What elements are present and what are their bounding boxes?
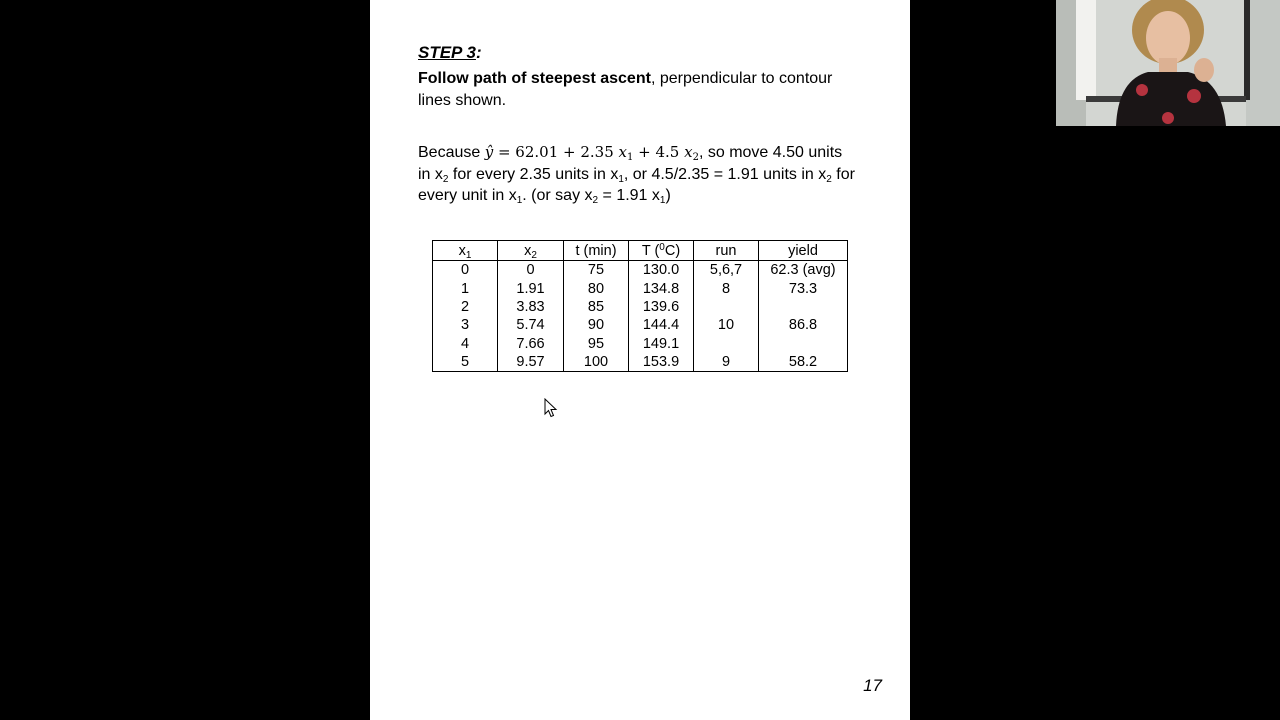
header-t: t (min) (564, 241, 629, 261)
header-run: run (694, 241, 759, 261)
table-row (433, 353, 848, 372)
eq-part2: + 4.5 (633, 143, 685, 161)
page-number: 17 (863, 676, 882, 695)
cell: 153.9 (629, 353, 694, 372)
because-text-6: = 1.91 x (598, 187, 660, 204)
cell: 1.91 (498, 279, 564, 297)
header-T-sup: 0 (659, 241, 665, 253)
cell (759, 298, 848, 316)
sub-1b: 1 (516, 195, 523, 206)
step-heading (418, 43, 482, 63)
because-text-3: , or 4.5/2.35 = 1.91 units in x (623, 165, 827, 183)
eq-x2-sub: 2 (692, 152, 699, 163)
cell: 149.1 (629, 335, 694, 353)
eq-x2: x (684, 143, 693, 161)
mouse-pointer-icon (544, 398, 558, 418)
header-T-post: C) (664, 242, 681, 259)
cell: 86.8 (759, 316, 848, 334)
cell: 62.3 (avg) (759, 261, 848, 280)
intro-paragraph (418, 68, 858, 111)
cell: 58.2 (759, 353, 848, 372)
cell: 2 (433, 298, 498, 316)
table-row (433, 298, 848, 316)
header-T-pre: T ( (641, 242, 660, 259)
because-text-5: . (or say x (522, 187, 593, 204)
presenter-webcam (1056, 0, 1280, 126)
cell: 3.83 (498, 298, 564, 316)
cell (694, 298, 759, 316)
intro-rest: , perpendicular to contour lines shown. (418, 70, 833, 109)
cell: 0 (433, 261, 498, 280)
table-row (433, 335, 848, 353)
intro-bold: Follow path of steepest ascent (418, 70, 651, 87)
cell: 130.0 (629, 261, 694, 280)
cell: 73.3 (759, 279, 848, 297)
header-x2-sub: 2 (531, 249, 537, 261)
header-x2-base: x (524, 242, 532, 259)
cell: 5.74 (498, 316, 564, 334)
header-x2 (498, 241, 564, 261)
cell: 0 (498, 261, 564, 280)
cell: 5 (433, 353, 498, 372)
sub-2b: 2 (826, 173, 832, 185)
because-text-1: , so move 4.50 units in x (418, 144, 843, 183)
sub-1a: 1 (618, 173, 624, 185)
because-text-2: for every 2.35 units in x (448, 165, 619, 183)
cell: 1 (433, 279, 498, 297)
step-label: STEP 3 (418, 43, 476, 62)
cell: 95 (564, 335, 629, 353)
eq-x1: x (618, 143, 627, 161)
sub-2c: 2 (592, 195, 599, 206)
cell: 9 (694, 353, 759, 372)
cell: 80 (564, 279, 629, 297)
yhat-symbol: ŷ (484, 143, 494, 161)
eq-part1: = 62.01 + 2.35 (493, 143, 619, 161)
eq-x1-sub: 1 (627, 152, 634, 163)
cell: 134.8 (629, 279, 694, 297)
cell: 139.6 (629, 298, 694, 316)
because-word: Because (418, 144, 485, 161)
cell: 3 (433, 316, 498, 334)
table-row (433, 261, 848, 280)
cell: 144.4 (629, 316, 694, 334)
cell: 9.57 (498, 353, 564, 372)
cell (694, 335, 759, 353)
cell: 5,6,7 (694, 261, 759, 280)
cell: 85 (564, 298, 629, 316)
presenter-video-icon (1056, 0, 1280, 126)
cell (759, 335, 848, 353)
cell: 4 (433, 335, 498, 353)
cell: 100 (564, 353, 629, 372)
cell: 75 (564, 261, 629, 280)
table-row (433, 279, 848, 297)
sub-1c: 1 (659, 195, 666, 206)
because-text-4: for every unit in x (418, 165, 855, 204)
header-x1 (433, 241, 498, 261)
header-temperature (629, 241, 694, 261)
header-x1-base: x (458, 242, 466, 259)
because-paragraph (418, 142, 858, 207)
header-yield: yield (759, 241, 848, 261)
sub-2a: 2 (442, 173, 449, 185)
regression-equation (485, 143, 699, 161)
header-x1-sub: 1 (465, 249, 472, 261)
cell: 7.66 (498, 335, 564, 353)
experiment-table (432, 240, 848, 372)
step-colon: : (475, 43, 482, 62)
because-text-7: ) (665, 187, 671, 204)
cell: 8 (694, 279, 759, 297)
table-row (433, 316, 848, 334)
cell: 10 (694, 316, 759, 334)
slide-page (370, 0, 910, 720)
cell: 90 (564, 316, 629, 334)
table-header-row (433, 241, 848, 261)
